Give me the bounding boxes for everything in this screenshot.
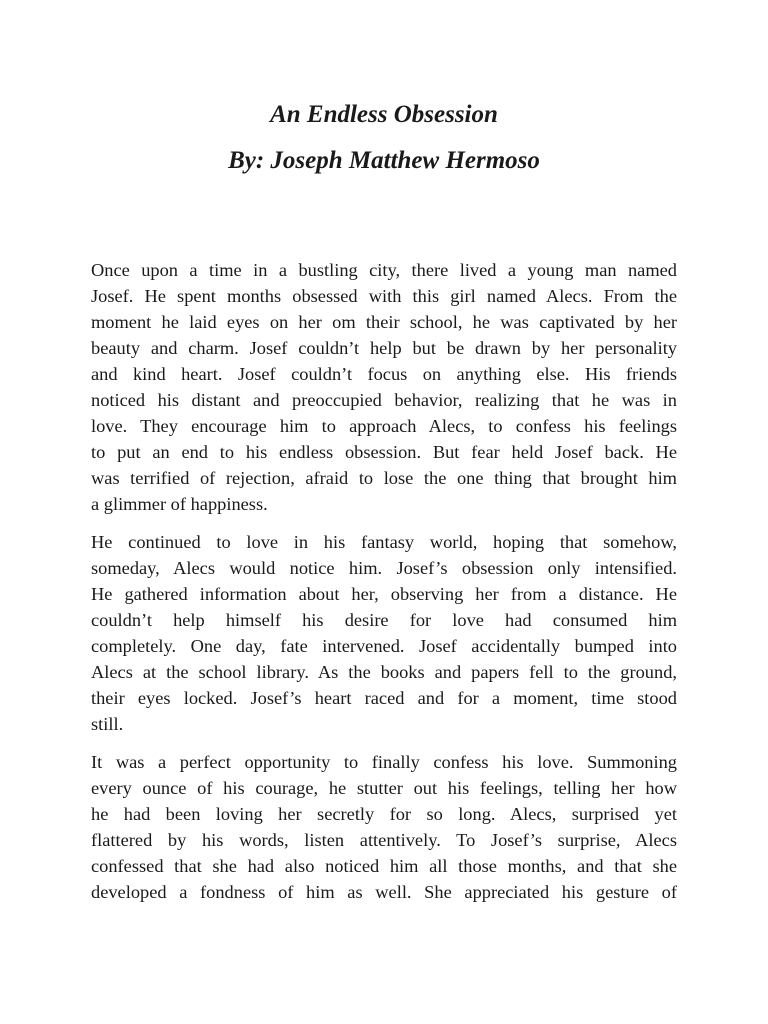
text-line: completely. One day, fate intervened. Josef accidentally bumped into <box>91 636 677 656</box>
text-line: developed a fondness of him as well. She appreciated his gesture of <box>91 882 677 902</box>
text-line: It was a perfect opportunity to finally confess his love. Summoning <box>91 752 677 772</box>
text-line: couldn’t help himself his desire for love had consumed him <box>91 610 677 630</box>
text-line: flattered by his words, listen attentively. To Josef’s surprise, Alecs <box>91 830 677 850</box>
text-line: moment he laid eyes on her om their school, he was captivated by her <box>91 312 677 332</box>
story-body <box>91 257 677 917</box>
document-title: An Endless Obsession <box>270 101 498 128</box>
text-line: a glimmer of happiness. <box>91 494 268 514</box>
text-line: Once upon a time in a bustling city, there lived a young man named <box>91 260 677 280</box>
text-line: every ounce of his courage, he stutter out his feelings, telling her how <box>91 778 677 798</box>
text-line: someday, Alecs would notice him. Josef’s obsession only intensified. <box>91 558 677 578</box>
paragraph-1 <box>91 257 677 517</box>
text-line: was terrified of rejection, afraid to lose the one thing that brought him <box>91 468 677 488</box>
text-line: Alecs at the school library. As the books and papers fell to the ground, <box>91 662 677 682</box>
text-line: Josef. He spent months obsessed with this girl named Alecs. From the <box>91 286 677 306</box>
paragraph-2 <box>91 529 677 737</box>
text-line: still. <box>91 714 124 734</box>
text-line: their eyes locked. Josef’s heart raced and for a moment, time stood <box>91 688 677 708</box>
text-line: beauty and charm. Josef couldn’t help but be drawn by her personality <box>91 338 677 358</box>
text-line: he had been loving her secretly for so long. Alecs, surprised yet <box>91 804 677 824</box>
text-line: confessed that she had also noticed him all those months, and that she <box>91 856 677 876</box>
document-byline: By: Joseph Matthew Hermoso <box>228 147 540 174</box>
title-block <box>0 92 768 184</box>
text-line: and kind heart. Josef couldn’t focus on anything else. His friends <box>91 364 677 384</box>
text-line: to put an end to his endless obsession. But fear held Josef back. He <box>91 442 677 462</box>
text-line: He gathered information about her, observing her from a distance. He <box>91 584 677 604</box>
text-line: love. They encourage him to approach Alecs, to confess his feelings <box>91 416 677 436</box>
paragraph-3 <box>91 749 677 905</box>
text-line: noticed his distant and preoccupied behavior, realizing that he was in <box>91 390 677 410</box>
text-line: He continued to love in his fantasy world, hoping that somehow, <box>91 532 677 552</box>
